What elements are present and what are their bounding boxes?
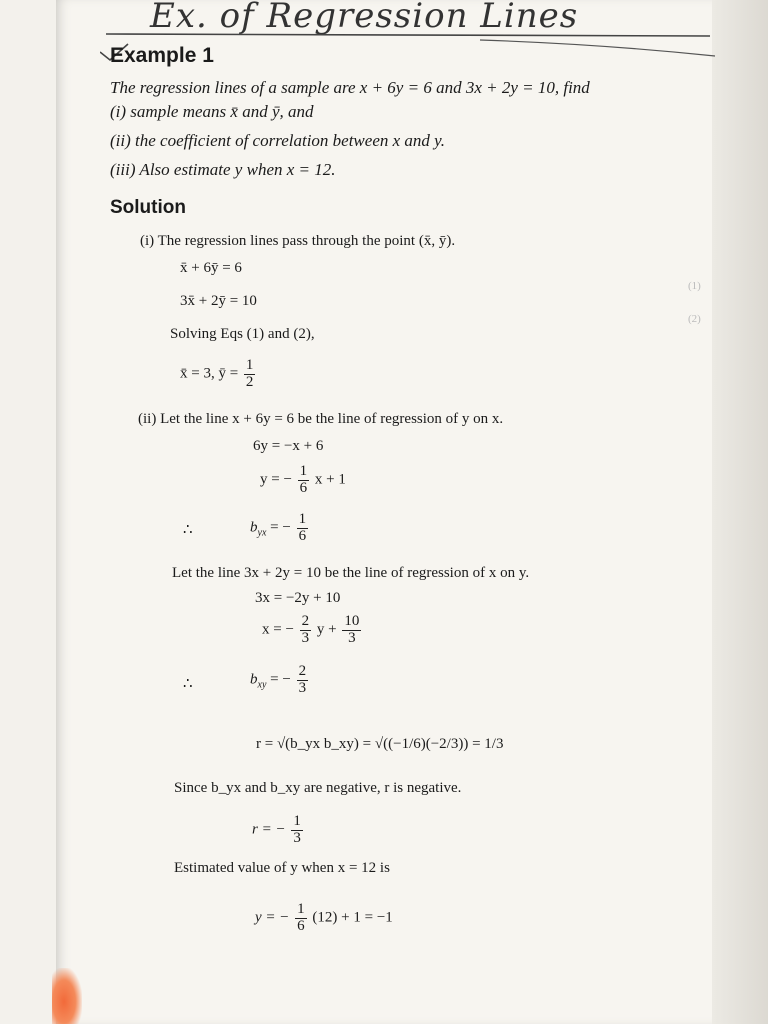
fraction-one-half: $\frac{1}{2}$ <box>245 357 254 390</box>
example-item-3: (iii) Also estimate y when x = 12. <box>110 160 336 179</box>
r-result: r = − $\frac{1}{3}$ <box>252 813 301 846</box>
since-statement: Since b_yx and b_xy are negative, r is negative. <box>174 780 462 796</box>
part-i-solving: Solving Eqs (1) and (2), <box>170 326 315 342</box>
part-i-result-prefix: x̄ = 3, ȳ = <box>180 365 239 382</box>
fraction-bxy: $\frac{2}{3}$ <box>298 663 307 696</box>
margin-mark-2: (2) <box>688 313 701 325</box>
part-i-result <box>180 358 257 391</box>
part-ii-step2: y = − $\frac{1}{6}$ x + 1 <box>260 463 346 496</box>
example-item-2: (ii) the coefficient of correlation between x and y. <box>110 131 446 150</box>
part-i-eq2: 3x̄ + 2ȳ = 10 <box>180 293 257 309</box>
finger-smudge <box>52 968 82 1024</box>
fraction-one-sixth: $\frac{1}{6}$ <box>299 463 308 496</box>
page-edge-shadow <box>712 0 768 1024</box>
handwritten-title: Ex. of Regression Lines <box>150 0 579 36</box>
fraction-ten-thirds: $\frac{10}{3}$ <box>344 613 360 646</box>
line2-intro: Let the line 3x + 2y = 10 be the line of regression of x on y. <box>172 565 530 581</box>
part-ii-step1: 6y = −x + 6 <box>253 438 324 454</box>
example-heading: Example 1 <box>110 44 214 67</box>
part-i-intro: (i) The regression lines pass through the point (x̄, ȳ). <box>140 233 456 249</box>
correlation-formula: r = √(b_yx b_xy) = √((−1/6)(−2/3)) = 1/3 <box>256 736 504 752</box>
part-ii-step3: 3x = −2y + 10 <box>255 590 341 606</box>
therefore-1: ∴ <box>183 522 193 538</box>
bxy-equation: $b_{xy}$ = − $\frac{2}{3}$ <box>250 663 307 696</box>
estimate-result: y = − $\frac{1}{6}$ (12) + 1 = −1 <box>255 901 393 934</box>
estimate-statement: Estimated value of y when x = 12 is <box>174 860 390 876</box>
part-ii-step4: x = − $\frac{2}{3}$ y + $\frac{10}{3}$ <box>262 613 360 646</box>
fraction-byx: $\frac{1}{6}$ <box>298 511 307 544</box>
solution-heading: Solution <box>110 197 186 218</box>
part-i-eq1: x̄ + 6ȳ = 6 <box>180 260 242 276</box>
fraction-r: $\frac{1}{3}$ <box>293 813 301 846</box>
byx-equation: $b_{yx}$ = − $\frac{1}{6}$ <box>250 511 307 544</box>
part-ii-intro: (ii) Let the line x + 6y = 6 be the line of regression of y on x. <box>138 411 504 427</box>
therefore-2: ∴ <box>183 676 193 692</box>
example-statement: The regression lines of a sample are x + 6y = 6 and 3x + 2y = 10, find <box>110 78 590 97</box>
fraction-estimate: $\frac{1}{6}$ <box>297 901 305 934</box>
fraction-two-thirds: $\frac{2}{3}$ <box>301 613 310 646</box>
margin-mark-1: (1) <box>688 280 701 292</box>
example-item-1: (i) sample means x̄ and ȳ, and <box>110 102 314 121</box>
